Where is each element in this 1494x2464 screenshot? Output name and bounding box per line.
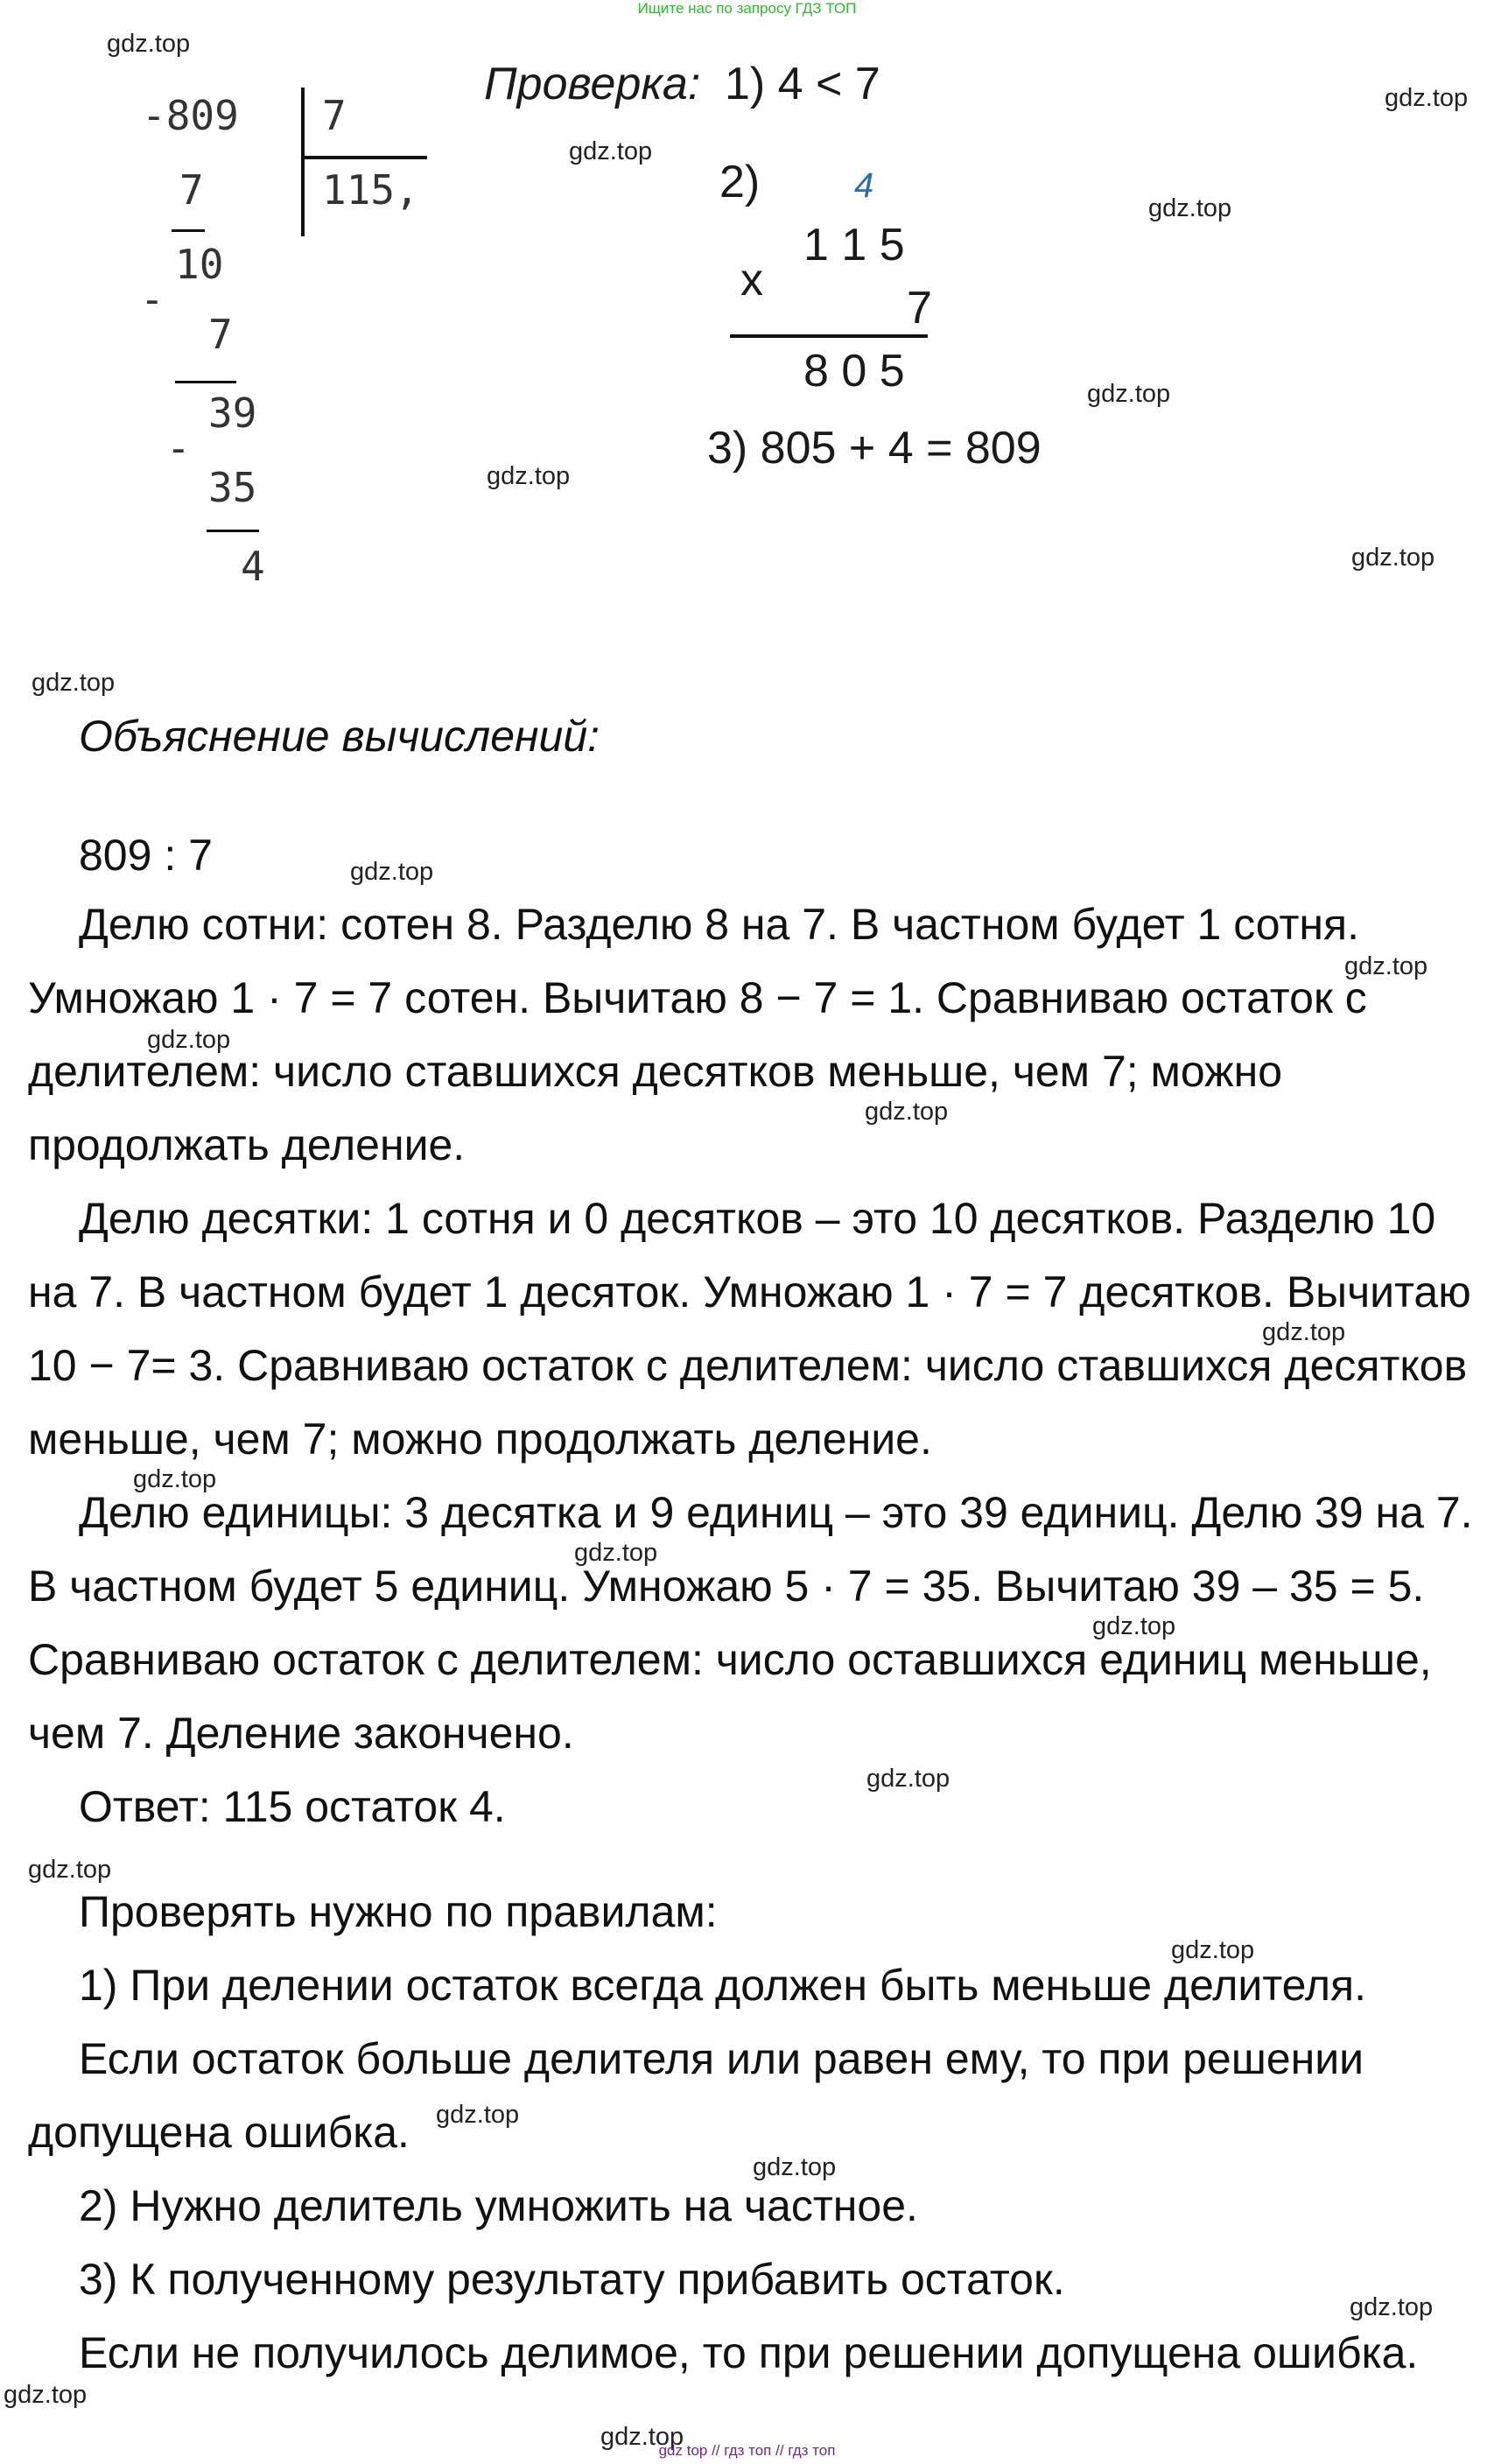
rule-2: 2) Нужно делитель умножить на частное. [79,2181,918,2230]
top-search-link[interactable]: Ищите нас по запросу ГДЗ ТОП [637,0,857,17]
check-step-1: 1) 4 < 7 [725,59,880,109]
rule-1-note: Если остаток больше делителя или равен ему, то при решении допущена ошибка. [28,2034,1364,2157]
watermark: gdz.top [4,2381,88,2409]
quotient: 115, [322,166,419,214]
watermark: gdz.top [1148,194,1232,222]
watermark: gdz.top [147,1026,231,1054]
dividend: -809 [142,92,239,139]
watermark: gdz.top [1092,1612,1176,1640]
division-horizontal-line [305,156,427,159]
watermark: gdz.top [1344,952,1428,980]
check-step-2-label: 2) [719,157,761,207]
final-remainder: 4 [241,543,265,590]
check-carry: 4 [854,166,874,205]
watermark: gdz.top [600,2423,684,2451]
watermark: gdz.top [574,1539,658,1567]
check-mult-sign: x [740,255,763,305]
explanation-expression: 809 : 7 [79,831,213,880]
footer-links[interactable]: gdz top // гдз топ // гдз топ [658,2442,836,2459]
watermark: gdz.top [1385,84,1469,112]
explanation-paragraph-hundreds: Делю сотни: сотен 8. Разделю 8 на 7. В частном будет 1 сотня. Умножаю 1 · 7 = 7 сотен. Вычитаю 8 − 7 = 1. Сравниваю остаток с делителем: число ставшихся десятков меньше, чем 7; можно продолжать деление. [28,900,1367,1169]
step-remainder-2: 39 [208,390,257,437]
answer-line: Ответ: 115 остаток 4. [79,1782,506,1831]
watermark: gdz.top [1262,1318,1346,1346]
explanation-paragraph-tens: Делю десятки: 1 сотня и 0 десятков – это 10 десятков. Разделю 10 на 7. В частном будет 1 десяток. Умножаю 1 · 7 = 7 десятков. Вычитаю 10 − 7= 3. Сравниваю остаток с делителем: число ставшихся десятков меньше, чем 7; можно продолжать деление. [28,1194,1471,1464]
watermark: gdz.top [1350,2293,1434,2321]
step-underline-1 [172,229,205,232]
watermark: gdz.top [107,30,191,58]
explanation-paragraph-units: Делю единицы: 3 десятка и 9 единиц – это 39 единиц. Делю 39 на 7. В частном будет 5 единиц. Умножаю 5 · 7 = 35. Вычитаю 39 – 35 = 5. Сравниваю остаток с делителем: число оставшихся единиц меньше, чем 7. Деление закончено. [28,1488,1473,1758]
step-underline-2 [175,381,236,383]
watermark: gdz.top [487,462,571,490]
rule-conclusion: Если не получилось делимое, то при решении допущена ошибка. [79,2328,1419,2377]
step-remainder-1: 10 [175,241,224,288]
watermark: gdz.top [753,2153,837,2181]
watermark: gdz.top [436,2101,520,2129]
watermark: gdz.top [1087,380,1171,408]
explanation-heading: Объяснение вычислений: [79,712,600,761]
watermark: gdz.top [866,1765,950,1793]
check-product: 8 0 5 [803,346,905,397]
watermark: gdz.top [28,1856,112,1884]
rule-3: 3) К полученному результату прибавить остаток. [79,2255,1065,2304]
division-vertical-line [301,88,305,236]
step-subtrahend-2: 7 [208,311,233,358]
divisor: 7 [322,92,347,139]
check-product-line [730,334,928,338]
watermark: gdz.top [865,1098,949,1126]
check-factor-1: 1 1 5 [803,220,905,270]
check-title: Проверка: [484,59,701,109]
watermark: gdz.top [569,137,653,165]
rules-intro: Проверять нужно по правилам: [79,1887,718,1936]
step-underline-3 [207,530,259,532]
watermark: gdz.top [32,669,116,697]
minus-sign-1: - [140,276,165,323]
check-factor-2: 7 [907,283,932,333]
rules-text [28,1875,1481,2390]
explanation-text [28,888,1481,1843]
rule-1: 1) При делении остаток всегда должен быть меньше делителя. [79,1961,1366,2010]
step-subtrahend-1: 7 [179,166,204,214]
step-subtrahend-3: 35 [208,464,257,511]
watermark: gdz.top [1351,544,1435,572]
watermark: gdz.top [350,858,434,886]
minus-sign-2: - [166,425,191,472]
watermark: gdz.top [133,1465,217,1493]
check-step-3: 3) 805 + 4 = 809 [707,423,1042,474]
watermark: gdz.top [1171,1936,1255,1964]
